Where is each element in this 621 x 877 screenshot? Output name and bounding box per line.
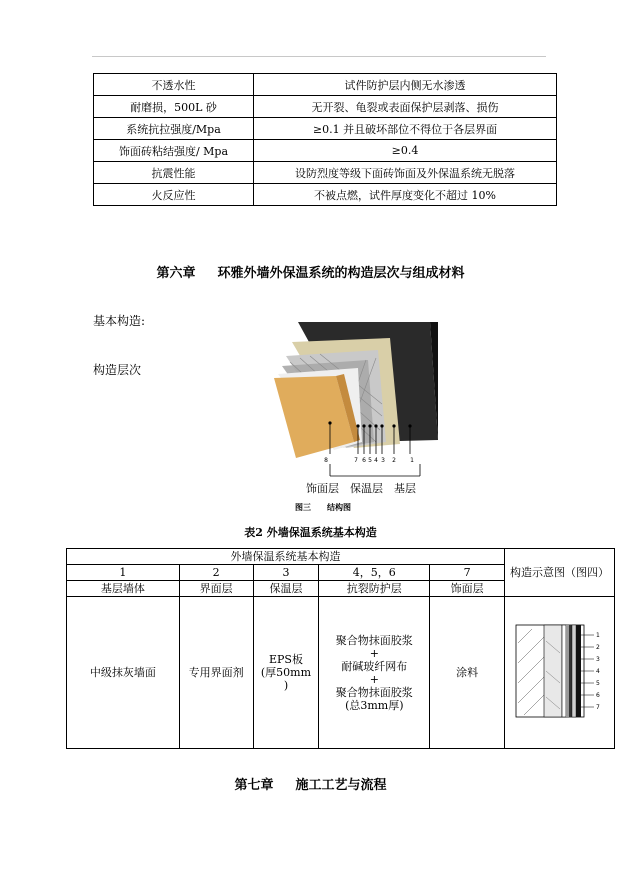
layer-labels xyxy=(306,481,416,495)
base-layer-label: 基层 xyxy=(394,482,416,495)
performance-item: 火反应性 xyxy=(94,184,254,206)
cell-line: EPS板 xyxy=(268,653,303,666)
layer-number: 8 xyxy=(324,457,328,464)
layer-number: 1 xyxy=(410,457,414,464)
cell-line: 耐碱玻纤网布 xyxy=(341,659,408,673)
layer-number: 6 xyxy=(362,457,366,464)
column-name: 界面层 xyxy=(179,581,253,597)
chapter-7-number: 第七章 xyxy=(234,778,274,793)
column-name: 抗裂防护层 xyxy=(319,581,430,597)
wall-layers-figure xyxy=(270,318,450,518)
performance-requirement: ≥0.1 并且破坏部位不得位于各层界面 xyxy=(254,118,557,140)
diagram-number: 2 xyxy=(595,644,600,651)
cell-line: (厚50mm xyxy=(260,666,312,679)
chapter-7-title: 施工工艺与流程 xyxy=(295,778,387,793)
finish-cell: 涂料 xyxy=(430,597,505,749)
column-name: 保温层 xyxy=(253,581,319,597)
layer-number: 3 xyxy=(381,457,385,464)
cell-line: 聚合物抹面胶浆 xyxy=(335,633,413,647)
layer-number: 4 xyxy=(374,457,378,464)
performance-item: 不透水性 xyxy=(94,74,254,96)
chapter-7-heading xyxy=(0,774,621,793)
performance-row xyxy=(94,140,557,162)
performance-requirement: 设防烈度等级下面砖饰面及外保温系统无脱落 xyxy=(254,162,557,184)
column-number: 2 xyxy=(179,565,253,581)
figure-caption: 图三 结构图 xyxy=(295,502,351,512)
performance-requirement: 试件防护层内侧无水渗透 xyxy=(254,74,557,96)
chapter-6-title: 环雅外墙外保温系统的构造层次与组成材料 xyxy=(217,266,465,281)
finish-layer-label: 饰面层 xyxy=(306,482,339,495)
diagram-number: 5 xyxy=(595,680,600,687)
column-number: 3 xyxy=(253,565,319,581)
performance-row xyxy=(94,118,557,140)
cell-line: ) xyxy=(283,679,289,692)
base-wall-cell: 中级抹灰墙面 xyxy=(67,597,180,749)
diagram-number: 6 xyxy=(595,692,600,699)
performance-requirement: ≥0.4 xyxy=(254,140,557,162)
layer-number: 2 xyxy=(392,457,396,464)
diagram-cell xyxy=(505,597,615,749)
diagram-number: 1 xyxy=(595,632,600,639)
performance-item: 耐磨损，500L 砂 xyxy=(94,96,254,118)
layer-number: 5 xyxy=(368,457,372,464)
column-number: 7 xyxy=(430,565,505,581)
cell-line: + xyxy=(369,646,379,660)
cell-line: + xyxy=(369,672,379,686)
diagram-number: 3 xyxy=(595,656,600,663)
performance-row xyxy=(94,184,557,206)
diagram-number: 7 xyxy=(595,704,600,711)
chapter-6-heading xyxy=(0,262,621,281)
layer-number: 7 xyxy=(354,457,358,464)
layer-numbers xyxy=(324,457,414,464)
performance-item: 饰面砖粘结强度/ Mpa xyxy=(94,140,254,162)
table-2-caption: 表2 外墙保温系统基本构造 xyxy=(244,526,377,539)
performance-table xyxy=(93,73,557,206)
cell-line: (总3mm厚) xyxy=(345,698,404,712)
cell-line: 聚合物抹面胶浆 xyxy=(335,685,413,699)
performance-requirement: 不被点燃，试件厚度变化不超过 10% xyxy=(254,184,557,206)
column-number: 1 xyxy=(67,565,180,581)
performance-item: 抗震性能 xyxy=(94,162,254,184)
diagram-numbers xyxy=(596,632,600,711)
performance-row xyxy=(94,74,557,96)
insulation-cell xyxy=(253,597,319,749)
column-name: 基层墙体 xyxy=(67,581,180,597)
interface-cell: 专用界面剂 xyxy=(179,597,253,749)
crack-resistant-cell xyxy=(319,597,430,749)
column-number: 4，5，6 xyxy=(319,565,430,581)
basic-structure-label: 基本构造: xyxy=(93,314,146,328)
performance-requirement: 无开裂、龟裂或表面保护层剥落、损伤 xyxy=(254,96,557,118)
layers-label: 构造层次 xyxy=(93,363,142,377)
performance-item: 系统抗拉强度/Mpa xyxy=(94,118,254,140)
group-header: 外墙保温系统基本构造 xyxy=(67,549,505,565)
column-name: 饰面层 xyxy=(430,581,505,597)
performance-row xyxy=(94,96,557,118)
diagram-header: 构造示意图（图四） xyxy=(505,549,615,597)
performance-row xyxy=(94,162,557,184)
section-diagram xyxy=(514,623,606,719)
header-rule xyxy=(92,56,546,57)
insulation-layer-label: 保温层 xyxy=(350,482,383,495)
chapter-6-number: 第六章 xyxy=(156,266,196,281)
structure-table xyxy=(66,548,615,749)
diagram-number: 4 xyxy=(595,668,600,675)
